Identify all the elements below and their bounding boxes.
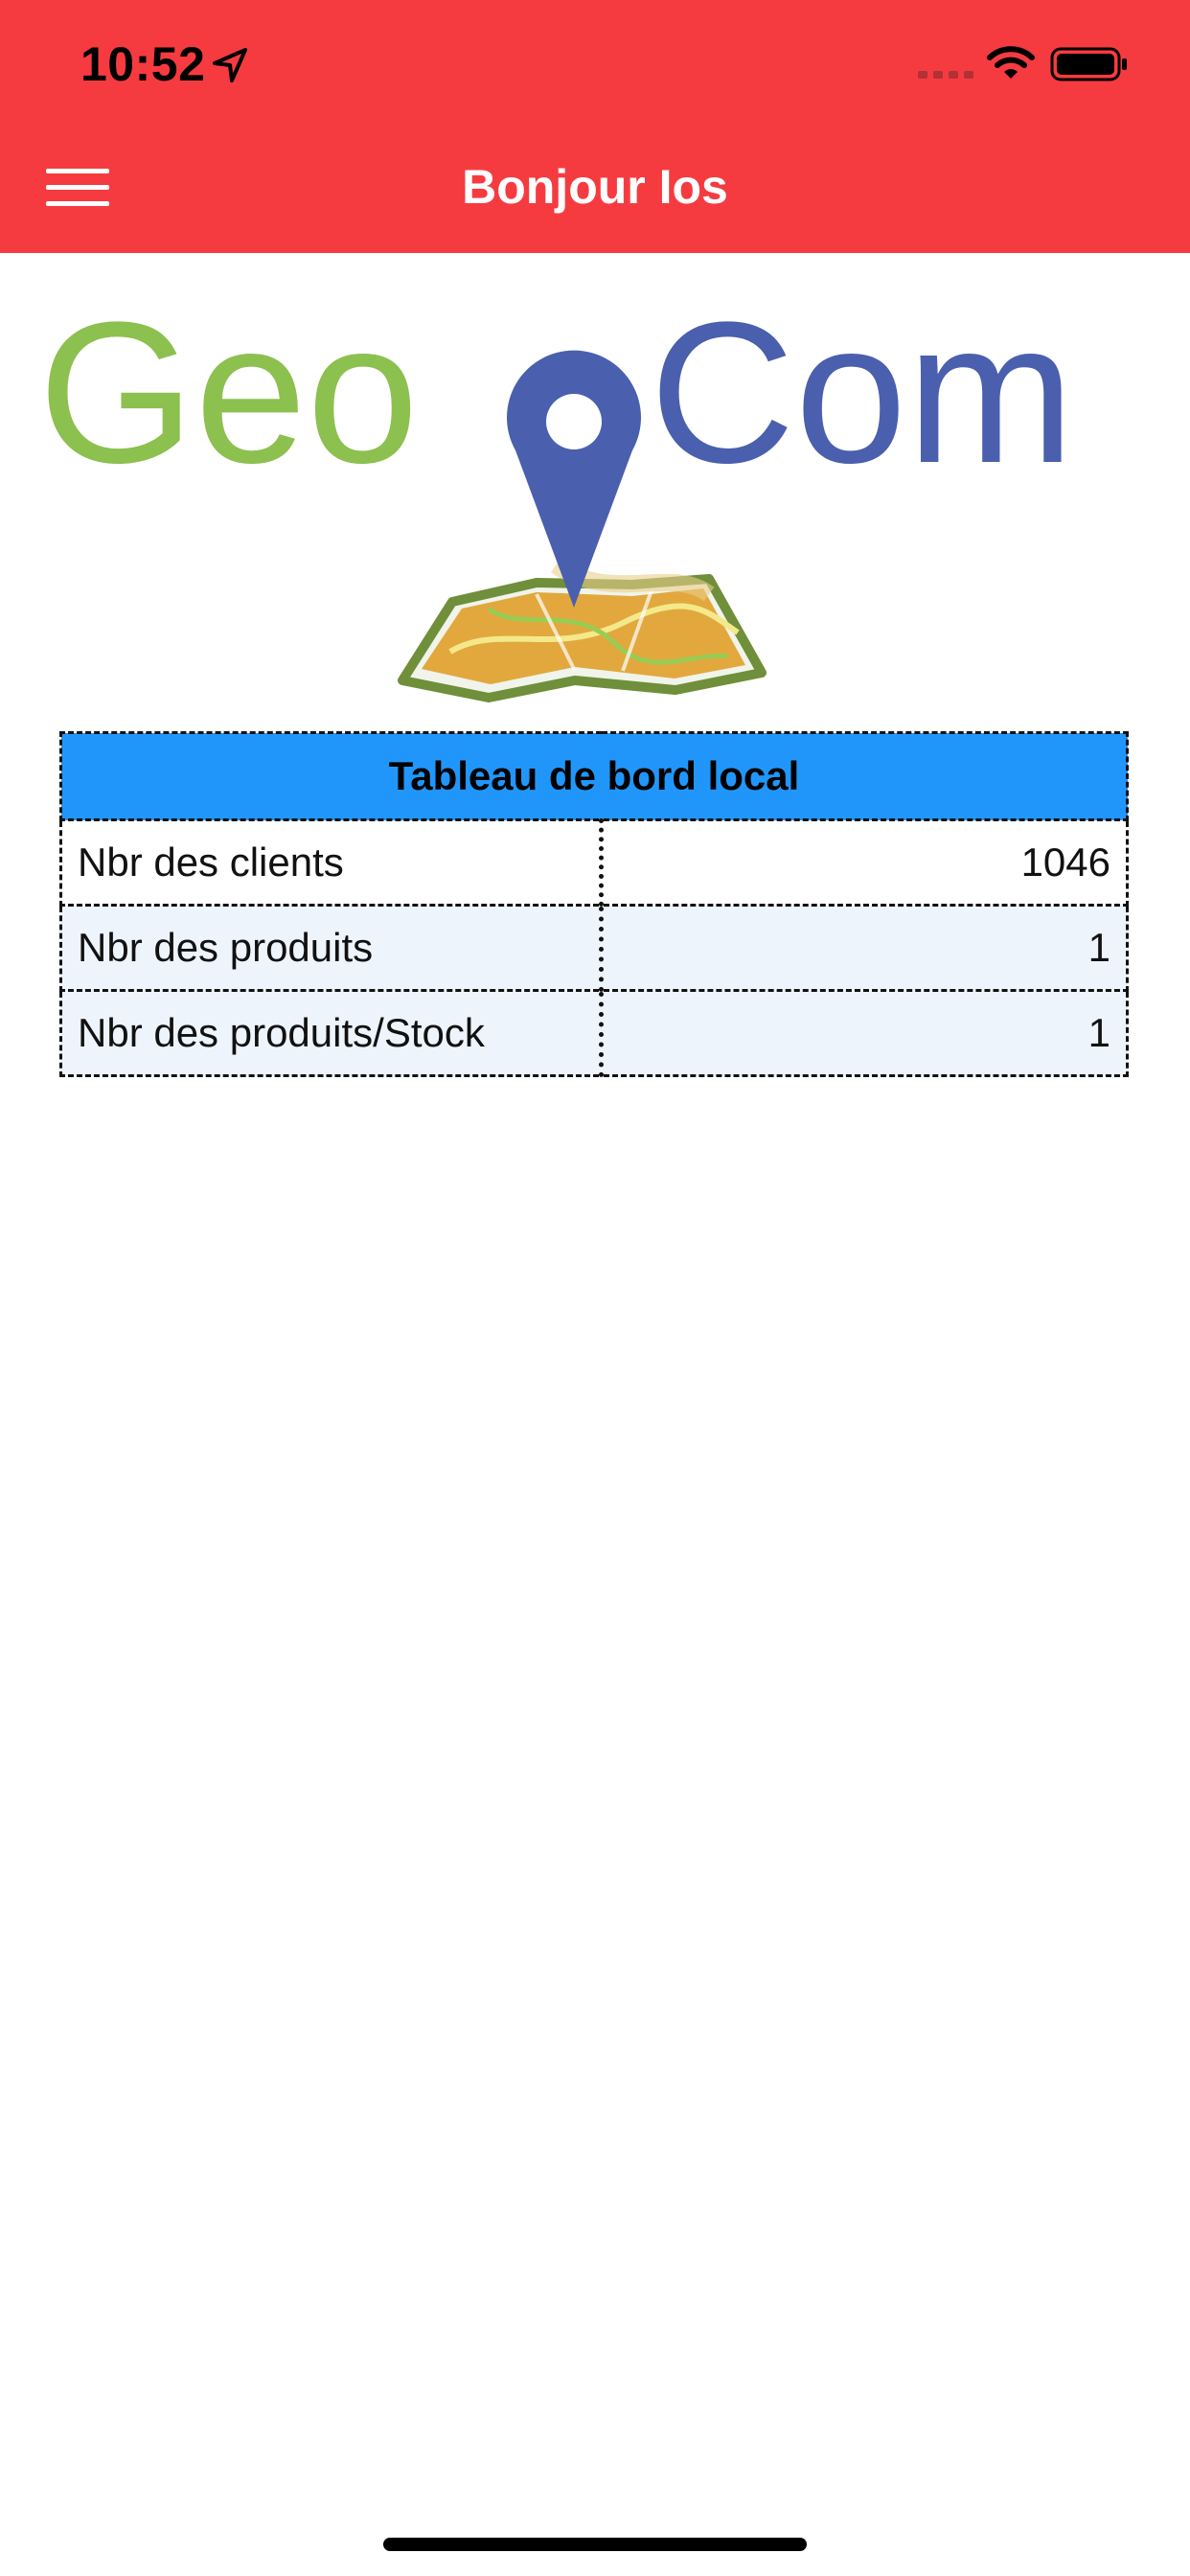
cellular-signal-icon	[918, 69, 973, 80]
home-indicator[interactable]	[383, 2538, 807, 2551]
map-pin-icon	[507, 351, 641, 608]
geocom-logo	[38, 278, 1152, 709]
table-row	[61, 906, 1128, 991]
row-value: 1	[602, 906, 1128, 991]
row-label: Nbr des clients	[61, 820, 602, 906]
dashboard-title: Tableau de bord local	[61, 733, 1128, 820]
row-label: Nbr des produits/Stock	[61, 991, 602, 1076]
dashboard-table	[59, 731, 1129, 1077]
battery-icon	[1050, 46, 1129, 82]
row-label: Nbr des produits	[61, 906, 602, 991]
row-value: 1046	[602, 820, 1128, 906]
logo-geo-text: Geo	[38, 280, 419, 505]
table-row	[61, 991, 1128, 1076]
wifi-icon	[987, 44, 1035, 80]
page-title: Bonjour Ios	[462, 160, 728, 214]
table-row	[61, 820, 1128, 906]
logo-com-text: Com	[650, 280, 1075, 505]
location-arrow-icon	[211, 46, 249, 84]
status-time: 10:52	[80, 37, 206, 91]
row-value: 1	[602, 991, 1128, 1076]
app-header	[0, 0, 1190, 253]
